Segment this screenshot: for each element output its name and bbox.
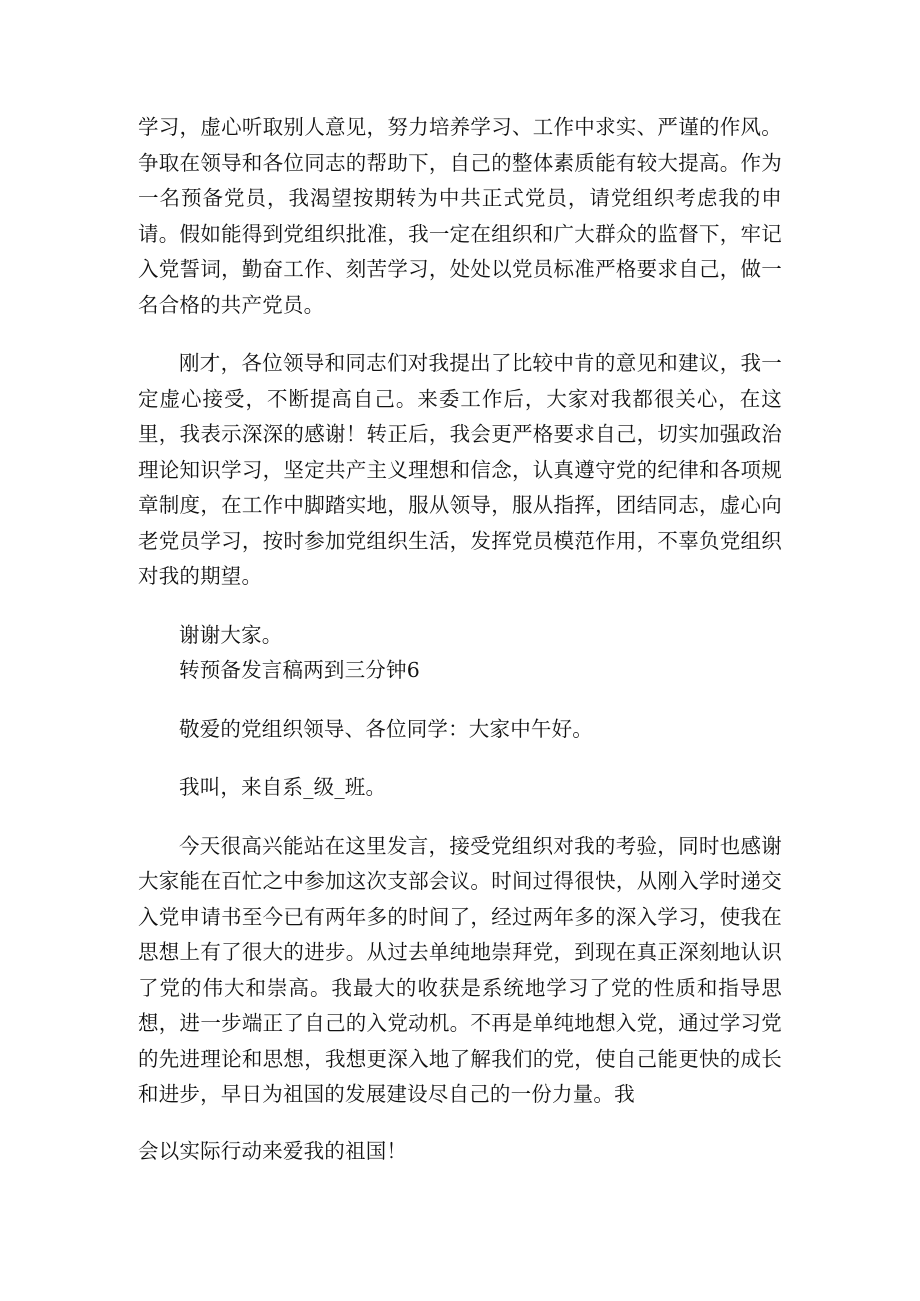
paragraph-continuation: 学习，虚心听取别人意见，努力培养学习、工作中求实、严谨的作风。争取在领导和各位同志的帮助下，自己的整体素质能有较大提高。作为一名预备党员，我渴望按期转为中共正式党员，请党组织考虑我的申请。假如能得到党组织批准，我一定在组织和广大群众的监督下，牢记入党誓词，勤奋工作、刻苦学习，处处以党员标准严格要求自己，做一名合格的共产党员。 [138,115,782,317]
paragraph-feedback: 刚才，各位领导和同志们对我提出了比较中肯的意见和建议，我一定虚心接受，不断提高自己。来委工作后，大家对我都很关心，在这里，我表示深深的感谢！转正后，我会更严格要求自己，切实加强政治理论知识学习，坚定共产主义理想和信念，认真遵守党的纪律和各项规章制度，在工作中脚踏实地，服从领导，服从指挥，团结同志，虚心向老党员学习，按时参加党组织生活，发挥党员模范作用，不辜负党组织对我的期望。 [138,351,782,588]
paragraph-greeting: 敬爱的党组织领导、各位同学：大家中午好。 [179,716,593,741]
document-body [138,110,782,1169]
paragraph-introduction: 我叫，来自系_级_班。 [179,775,387,799]
paragraph-speech-body: 今天很高兴能站在这里发言，接受党组织对我的考验，同时也感谢大家能在百忙之中参加这次支部会议。时间过得很快，从刚入学时递交入党申请书至今已有两年多的时间了，经过两年多的深入学习，使我在思想上有了很大的进步。从过去单纯地崇拜党，到现在真正深刻地认识了党的伟大和崇高。我最大的收获是系统地学习了党的性质和指导思想，进一步端正了自己的入党动机。不再是单纯地想入党，通过学习党的先进理论和思想，我想更深入地了解我们的党，使自己能更快的成长和进步，早日为祖国的发展建设尽自己的一份力量。我 [138,833,782,1106]
paragraph-closing: 会以实际行动来爱我的祖国！ [138,1138,408,1163]
paragraph-thanks: 谢谢大家。 [179,622,283,647]
section-heading: 转预备发言稿两到三分钟6 [179,658,420,682]
